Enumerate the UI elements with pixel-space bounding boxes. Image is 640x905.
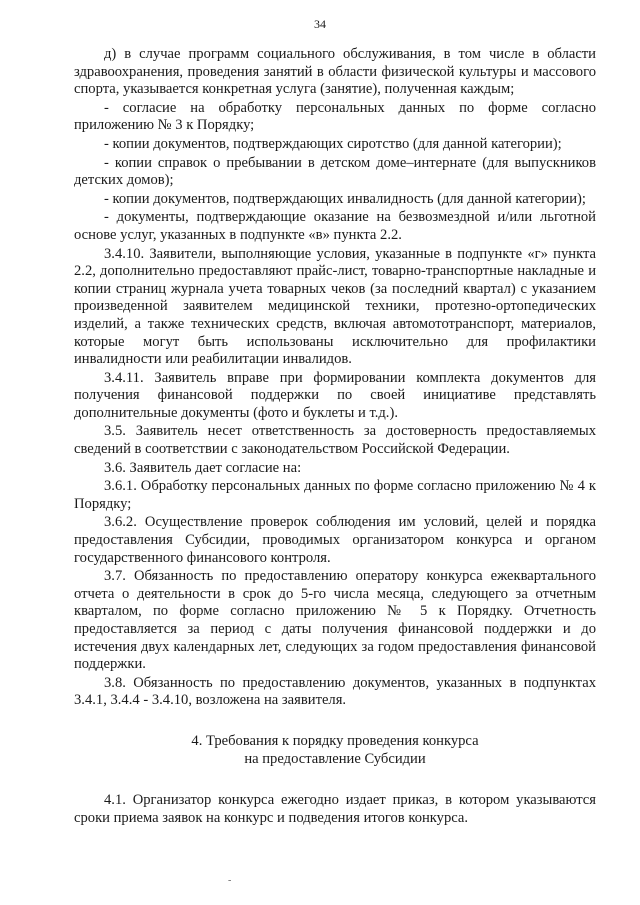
clause-3-8: 3.8. Обязанность по предоставлению документов, указанных в подпунктах 3.4.1, 3.4.4 - 3.4.10, возложена на заявителя. xyxy=(74,674,596,709)
clause-3-6: 3.6. Заявитель дает согласие на: xyxy=(104,459,302,476)
list-item: - согласие на обработку персональных данных по форме согласно приложению № 3 к Порядку; xyxy=(74,99,596,134)
paragraph-item-d: д) в случае программ социального обслуживания, в том числе в области здравоохранения, проведения занятий в области физической культуры и массового спорта, указывается конкретная услуга (занятие), полученная каждым; xyxy=(74,46,596,98)
list-item: - копии документов, подтверждающих инвалидность (для данной категории); xyxy=(104,190,586,207)
scan-mark: - xyxy=(228,875,232,886)
clause-3-4-11: 3.4.11. Заявитель вправе при формировании комплекта документов для получения финансовой поддержки по своей инициативе представлять дополнительные документы (фото и буклеты и т.д.). xyxy=(74,369,596,421)
list-item: - копии документов, подтверждающих сиротство (для данной категории); xyxy=(104,135,562,152)
clause-3-4-10: 3.4.10. Заявители, выполняющие условия, указанные в подпункте «г» пункта 2.2, дополнительно предоставляют прайс-лист, товарно-транспортные накладные и копии страниц журнала учета товарных чеков (за последний квартал) с указанием произведенной заявителем медицинской техники, протезно-ортопедических изделий, а также технических средств, включая автомототранспорт, материалов, которые могут быть использованы исключительно для профилактики инвалидности или реабилитации инвалидов. xyxy=(74,245,596,368)
clause-3-6-2: 3.6.2. Осуществление проверок соблюдения им условий, целей и порядка предоставления Субсидии, проводимых организатором конкурса и органом государственного финансового контроля. xyxy=(74,514,596,566)
section-heading xyxy=(74,732,596,768)
clause-3-7: 3.7. Обязанность по предоставлению оператору конкурса ежеквартального отчета о деятельности в срок до 5-го числа месяца, следующего за отчетным кварталом, по форме согласно приложению № 5 к Порядку. Отчетность предоставляется за период с даты получения финансовой поддержки и до истечения двух календарных лет, следующих за годом предоставления финансовой поддержки. xyxy=(74,568,596,673)
clause-4-1: 4.1. Организатор конкурса ежегодно издает приказ, в котором указываются сроки приема заявок на конкурс и подведения итогов конкурса. xyxy=(74,791,596,826)
list-item: - копии справок о пребывании в детском доме–интернате (для выпускников детских домов); xyxy=(74,154,596,189)
section-heading-line-2: на предоставление Субсидии xyxy=(244,750,426,767)
page-number: 34 xyxy=(314,17,326,31)
clause-3-5: 3.5. Заявитель несет ответственность за достоверность предоставляемых сведений в соответствии с законодательством Российской Федерации. xyxy=(74,423,596,458)
section-heading-line-1: 4. Требования к порядку проведения конкурса xyxy=(191,732,479,749)
document-body xyxy=(74,46,596,827)
clause-3-6-1: 3.6.1. Обработку персональных данных по форме согласно приложению № 4 к Порядку; xyxy=(74,478,596,512)
list-item: - документы, подтверждающие оказание на безвозмездной и/или льготной основе услуг, указанных в подпункте «в» пункта 2.2. xyxy=(74,209,596,243)
